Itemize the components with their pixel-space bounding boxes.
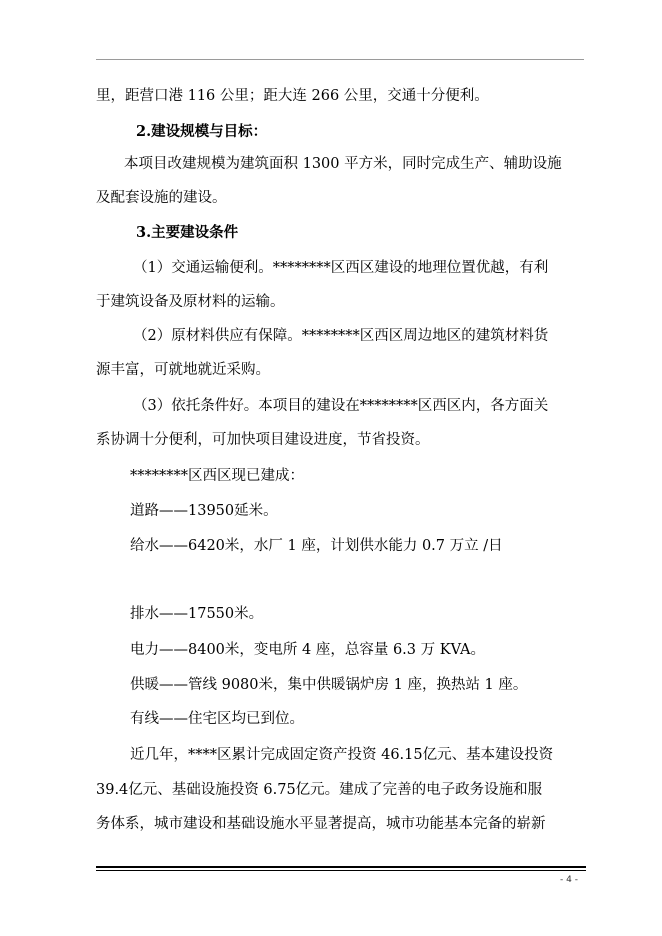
text-line: 有线——住宅区均已到位。 (130, 711, 304, 727)
page-number: - 4 - (560, 875, 578, 885)
section-heading-scale: 2.建设规模与目标： (136, 123, 268, 140)
section-heading-conditions: 3.主要建设条件 (136, 224, 239, 241)
header-rule (96, 59, 584, 60)
text-line: 里，距营口港 116 公里；距大连 266 公里，交通十分便利。 (96, 88, 489, 104)
text-line: 务体系，城市建设和基础设施水平显著提高，城市功能基本完备的崭新 (96, 816, 546, 832)
text-line: 本项目改建规模为建筑面积 1300 平方米，同时完成生产、辅助设施 (124, 156, 562, 172)
text-line: 电力——8400米，变电所 4 座，总容量 6.3 万 KVA。 (130, 642, 486, 658)
text-line: （3）依托条件好。本项目的建设在********区西区内，各方面关 (133, 398, 549, 414)
text-line: 道路——13950延米。 (130, 503, 278, 519)
text-line: 给水——6420米，水厂 1 座，计划供水能力 0.7 万立 /日 (130, 538, 503, 554)
text-line: 源丰富，可就地就近采购。 (96, 362, 270, 378)
text-line: 系协调十分便利，可加快项目建设进度，节省投资。 (96, 432, 430, 448)
text-line: 近几年，****区累计完成固定资产投资 46.15亿元、基本建设投资 (130, 747, 554, 763)
footer-rule-thick (96, 866, 586, 868)
text-line: 及配套设施的建设。 (96, 190, 227, 206)
text-line: ********区西区现已建成： (130, 468, 304, 484)
text-line: 供暖——管线 9080米，集中供暖锅炉房 1 座，换热站 1 座。 (130, 677, 528, 693)
text-line: 于建筑设备及原材料的运输。 (96, 294, 285, 310)
text-line: 排水——17550米。 (130, 606, 264, 622)
text-line: 39.4亿元、基础设施投资 6.75亿元。建成了完善的电子政务设施和服 (96, 782, 543, 798)
footer-rule-thin (96, 870, 586, 871)
text-line: （2）原材料供应有保障。********区西区周边地区的建筑材料货 (133, 328, 549, 344)
text-line: （1）交通运输便利。********区西区建设的地理位置优越，有利 (133, 260, 549, 276)
